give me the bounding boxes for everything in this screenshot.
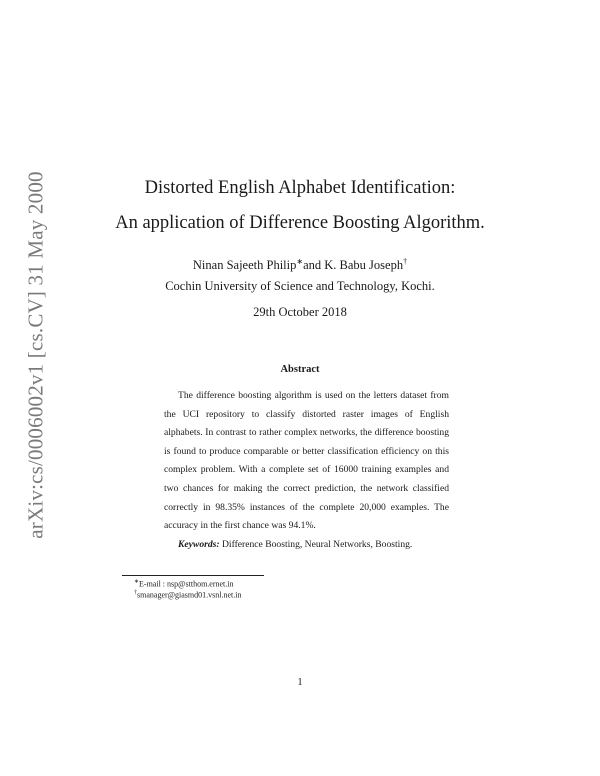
abstract-body: The difference boosting algorithm is used on the letters dataset from the UCI repository to classify distorted raster images of English alphabets. In contrast to rather complex networks, the difference boosting is found to produce comparable or better classification efficiency on this complex problem. With a complete set of 16000 training examples and two chances for making the correct prediction, the network classified correctly in 98.35% instances of the complete 20,000 examples. The accuracy in the first chance was 94.1%. bbox=[164, 390, 449, 532]
abstract-heading: Abstract bbox=[280, 364, 320, 375]
author-line bbox=[0, 257, 600, 273]
keywords-label: Keywords: bbox=[178, 539, 220, 550]
author-1-footnote-mark: ∗ bbox=[296, 257, 304, 266]
footnote-2-text: smanager@giasmd01.vsnl.net.in bbox=[137, 590, 242, 600]
footnote-1 bbox=[134, 578, 234, 589]
footnote-divider bbox=[122, 575, 264, 576]
arxiv-identifier-stamp: arXiv:cs/0006002v1 [cs.CV] 31 May 2000 bbox=[23, 171, 48, 539]
author-conjunction-and-author-2: and K. Babu Joseph bbox=[303, 258, 404, 273]
footnote-2 bbox=[134, 590, 241, 600]
paper-title-line-1: Distorted English Alphabet Identification: bbox=[144, 178, 456, 198]
keywords-line bbox=[164, 539, 449, 550]
author-2-footnote-mark: † bbox=[403, 257, 408, 266]
footnote-1-text: E-mail : nsp@stthom.ernet.in bbox=[139, 579, 234, 589]
footnote-2-mark: † bbox=[134, 590, 137, 596]
paper-date: 29th October 2018 bbox=[253, 305, 347, 319]
paper-title-line-2: An application of Difference Boosting Algorithm. bbox=[115, 213, 485, 233]
footnote-1-mark: ∗ bbox=[134, 579, 140, 585]
author-1-name: Ninan Sajeeth Philip bbox=[192, 258, 297, 273]
affiliation: Cochin University of Science and Technology, Kochi. bbox=[165, 279, 435, 293]
keywords-text: Difference Boosting, Neural Networks, Boosting. bbox=[221, 539, 413, 550]
page-number: 1 bbox=[297, 677, 303, 688]
